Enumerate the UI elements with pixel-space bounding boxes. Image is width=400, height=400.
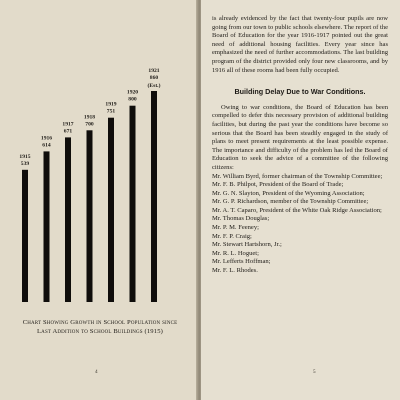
bar-1919 — [108, 118, 114, 302]
citizen-list-item: Mr. F. P. Craig; — [212, 232, 252, 240]
year-label-1917: 1917 — [62, 121, 74, 128]
citizen-list-item: Mr. Lefferts Hoffman; — [212, 258, 271, 266]
citizen-list-item: Mr. G. P. Richardson, member of the Township Committee; — [212, 198, 369, 206]
citizen-list-item: Mr. Thomas Douglas; — [212, 215, 270, 223]
citizen-list-item: Mr. G. N. Slayton, President of the Wyoming Association; — [212, 189, 365, 197]
value-label-1917: 671 — [63, 128, 73, 135]
citizen-list-item: Mr. F. L. Rhodes. — [212, 267, 258, 275]
citizen-list-item: Mr. William Byrd, former chairman of the Township Committee; — [212, 172, 383, 180]
value-label-1920: 800 — [128, 96, 137, 103]
citizen-committee-list — [212, 173, 388, 276]
section-heading: Building Delay Due to War Conditions. — [234, 87, 366, 97]
page-number-left: 4 — [95, 369, 98, 375]
bar-1917 — [65, 137, 71, 302]
school-population-chart — [0, 0, 198, 400]
value-label-1915: 539 — [20, 160, 30, 167]
page-number-right: 5 — [313, 369, 316, 375]
value-label-1916: 614 — [42, 142, 51, 149]
bar-1918 — [87, 130, 93, 302]
citizen-list-item: Mr. Stewart Hartshorn, Jr.; — [212, 241, 282, 249]
citizen-list-item: Mr. A. T. Caparo, President of the White Oak Ridge Association; — [212, 206, 382, 214]
year-label-1920: 1920 — [126, 89, 139, 96]
value-label-1918: 700 — [85, 121, 94, 128]
year-label-1919: 1919 — [105, 101, 117, 108]
paragraph-housing-need: is already evidenced by the fact that twenty-four pupils are now going from our town to public schools elsewhere. The report of the Board of Education for the year 1916-1917 pointed out the great need of additional housing facilities. Every year since has emphasized the need of further accommodations. The last building program of the district provided only four new classrooms, and by 1916 all of these rooms had been fully occupied. — [212, 15, 388, 74]
year-label-1921: 1921 — [148, 68, 160, 74]
left-page — [0, 0, 198, 400]
bar-1921 — [151, 91, 157, 302]
caption-line-2: Last Addition to School Buildings (1915) — [37, 327, 163, 335]
caption-line-1: Chart Showing Growth in School Population since — [22, 319, 178, 326]
value-label-1919: 751 — [106, 108, 116, 115]
year-label-1915: 1915 — [19, 153, 31, 160]
citizen-list-item: Mr. R. L. Hoguet; — [212, 249, 259, 257]
citizen-list-item: Mr. P. M. Feeney; — [212, 224, 259, 232]
bar-1920 — [130, 106, 136, 302]
value-label-1921: 860 — [149, 75, 159, 81]
bar-1916 — [44, 151, 50, 302]
paragraph-war-conditions: Owing to war conditions, the Board of Education has been compelled to defer this necessary provision of additional building facilities, but during the past year the conditions have become so serious that the Board has been steadily engaged in the study of plans to meet present requirements at the least possible expense. The importance and difficulty of the problem has led the Board of Education to seek the advice of a committee of the following citizens: — [212, 103, 388, 171]
chart-caption — [10, 319, 190, 336]
year-label-1916: 1916 — [40, 135, 53, 142]
estimate-label: (Est.) — [147, 83, 161, 89]
right-page-text — [212, 15, 388, 276]
citizen-list-item: Mr. F. B. Philpot, President of the Board of Trade; — [212, 181, 344, 189]
year-label-1918: 1918 — [83, 114, 96, 121]
bar-1915 — [22, 170, 28, 302]
